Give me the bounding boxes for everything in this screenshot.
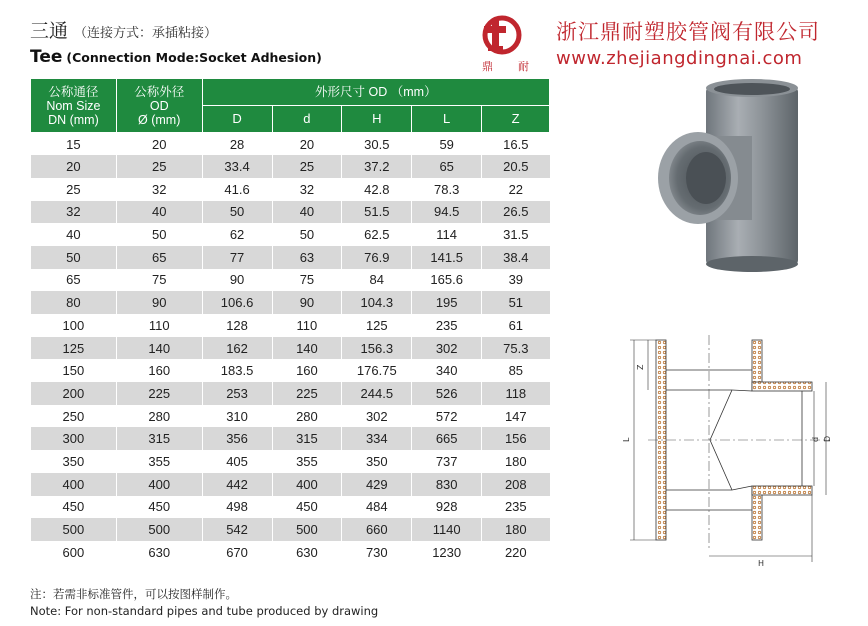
dim-label-l: L: [622, 437, 631, 442]
table-cell: 31.5: [482, 223, 550, 246]
table-cell: 106.6: [202, 291, 272, 314]
table-cell: 670: [202, 541, 272, 564]
table-cell: 300: [31, 427, 117, 450]
table-cell: 156: [482, 427, 550, 450]
dim-label-d-inner: d: [811, 436, 820, 442]
table-cell: 65: [31, 269, 117, 292]
header-nom-size: [31, 79, 117, 133]
table-cell: 405: [202, 450, 272, 473]
table-cell: 500: [272, 518, 342, 541]
header-nom-size-unit: DN (mm): [48, 112, 99, 127]
logo-char-1: 鼎: [482, 60, 493, 73]
table-row: [31, 427, 550, 450]
table-cell: 26.5: [482, 201, 550, 224]
table-cell: 176.75: [342, 359, 412, 382]
header-dimensions-group: 外形尺寸 OD （mm）: [202, 79, 549, 106]
table-cell: 20: [272, 133, 342, 156]
table-cell: 253: [202, 382, 272, 405]
table-cell: 114: [412, 223, 482, 246]
table-cell: 140: [272, 337, 342, 360]
table-cell: 32: [272, 178, 342, 201]
table-cell: 15: [31, 133, 117, 156]
header-nom-size-cn: 公称通径: [48, 84, 99, 99]
table-cell: 25: [31, 178, 117, 201]
table-cell: 140: [116, 337, 202, 360]
table-cell: 75: [272, 269, 342, 292]
table-cell: 78.3: [412, 178, 482, 201]
table-cell: 110: [116, 314, 202, 337]
table-cell: 150: [31, 359, 117, 382]
table-cell: 220: [482, 541, 550, 564]
table-row: [31, 337, 550, 360]
table-row: [31, 359, 550, 382]
table-cell: 162: [202, 337, 272, 360]
table-row: [31, 133, 550, 156]
table-cell: 500: [116, 518, 202, 541]
table-cell: 25: [272, 155, 342, 178]
header-od-cn: 公称外径: [134, 84, 185, 99]
dim-label-h: H: [758, 559, 765, 568]
table-row: [31, 269, 550, 292]
footnote-cn: 注：若需非标准管件，可以按图样制作。: [30, 587, 237, 601]
table-cell: 41.6: [202, 178, 272, 201]
table-row: [31, 178, 550, 201]
table-cell: 110: [272, 314, 342, 337]
table-cell: 195: [412, 291, 482, 314]
table-cell: 85: [482, 359, 550, 382]
table-cell: 665: [412, 427, 482, 450]
table-cell: 484: [342, 496, 412, 519]
table-cell: 400: [116, 473, 202, 496]
tee-technical-drawing: [612, 330, 852, 570]
column-header-d: d: [272, 106, 342, 133]
header-od: [116, 79, 202, 133]
table-cell: 30.5: [342, 133, 412, 156]
table-cell: 180: [482, 518, 550, 541]
table-cell: 450: [31, 496, 117, 519]
header-od-unit: Ø (mm): [138, 112, 181, 127]
table-cell: 498: [202, 496, 272, 519]
table-cell: 94.5: [412, 201, 482, 224]
table-cell: 37.2: [342, 155, 412, 178]
table-cell: 38.4: [482, 246, 550, 269]
table-cell: 156.3: [342, 337, 412, 360]
column-header-h: H: [342, 106, 412, 133]
table-cell: 90: [116, 291, 202, 314]
table-cell: 32: [116, 178, 202, 201]
table-cell: 50: [202, 201, 272, 224]
column-header-z: Z: [482, 106, 550, 133]
table-cell: 310: [202, 405, 272, 428]
table-cell: 340: [412, 359, 482, 382]
table-cell: 280: [116, 405, 202, 428]
table-cell: 355: [272, 450, 342, 473]
table-cell: 315: [272, 427, 342, 450]
table-cell: 128: [202, 314, 272, 337]
title-en-text: Tee: [30, 47, 63, 67]
table-cell: 51.5: [342, 201, 412, 224]
table-cell: 500: [31, 518, 117, 541]
table-cell: 50: [31, 246, 117, 269]
table-cell: 630: [116, 541, 202, 564]
table-row: [31, 518, 550, 541]
table-cell: 400: [272, 473, 342, 496]
table-cell: 84: [342, 269, 412, 292]
table-cell: 125: [31, 337, 117, 360]
table-cell: 33.4: [202, 155, 272, 178]
table-cell: 141.5: [412, 246, 482, 269]
table-cell: 62: [202, 223, 272, 246]
column-header-l: L: [412, 106, 482, 133]
company-name-cn: 浙江鼎耐塑胶管阀有限公司: [556, 20, 820, 44]
table-cell: 400: [31, 473, 117, 496]
table-cell: 600: [31, 541, 117, 564]
table-cell: 28: [202, 133, 272, 156]
page-title-cn: [30, 16, 217, 43]
header-od-en: OD: [149, 98, 169, 113]
table-cell: 50: [272, 223, 342, 246]
table-cell: 572: [412, 405, 482, 428]
table-cell: 225: [116, 382, 202, 405]
table-cell: 183.5: [202, 359, 272, 382]
table-cell: 59: [412, 133, 482, 156]
table-row: [31, 246, 550, 269]
table-cell: 356: [202, 427, 272, 450]
table-cell: 442: [202, 473, 272, 496]
table-cell: 235: [412, 314, 482, 337]
table-cell: 100: [31, 314, 117, 337]
table-cell: 660: [342, 518, 412, 541]
table-cell: 80: [31, 291, 117, 314]
table-cell: 62.5: [342, 223, 412, 246]
table-cell: 450: [272, 496, 342, 519]
table-cell: 20: [31, 155, 117, 178]
connection-mode-cn: （连接方式：承插粘接）: [74, 26, 218, 41]
table-cell: 75: [116, 269, 202, 292]
table-cell: 20.5: [482, 155, 550, 178]
table-cell: 302: [412, 337, 482, 360]
table-cell: 1140: [412, 518, 482, 541]
table-cell: 65: [116, 246, 202, 269]
table-cell: 244.5: [342, 382, 412, 405]
table-cell: 77: [202, 246, 272, 269]
table-cell: 315: [116, 427, 202, 450]
table-cell: 355: [116, 450, 202, 473]
table-cell: 526: [412, 382, 482, 405]
table-row: [31, 223, 550, 246]
table-cell: 830: [412, 473, 482, 496]
table-cell: 250: [31, 405, 117, 428]
table-cell: 302: [342, 405, 412, 428]
table-cell: 32: [31, 201, 117, 224]
dim-label-z: Z: [636, 364, 645, 370]
table-cell: 50: [116, 223, 202, 246]
table-cell: 160: [272, 359, 342, 382]
table-cell: 40: [272, 201, 342, 224]
table-cell: 350: [31, 450, 117, 473]
table-row: [31, 450, 550, 473]
table-cell: 630: [272, 541, 342, 564]
table-cell: 200: [31, 382, 117, 405]
table-cell: 61: [482, 314, 550, 337]
table-cell: 39: [482, 269, 550, 292]
connection-mode-en: (Connection Mode:Socket Adhesion): [66, 50, 322, 65]
table-cell: 104.3: [342, 291, 412, 314]
table-cell: 165.6: [412, 269, 482, 292]
table-row: [31, 382, 550, 405]
table-cell: 429: [342, 473, 412, 496]
header-nom-size-en: Nom Size: [46, 98, 101, 113]
table-cell: 1230: [412, 541, 482, 564]
table-row: [31, 155, 550, 178]
title-cn-text: 三通: [30, 20, 69, 42]
table-cell: 25: [116, 155, 202, 178]
table-row: [31, 496, 550, 519]
table-cell: 51: [482, 291, 550, 314]
table-cell: 450: [116, 496, 202, 519]
table-cell: 160: [116, 359, 202, 382]
table-row: [31, 473, 550, 496]
table-cell: 125: [342, 314, 412, 337]
table-cell: 90: [272, 291, 342, 314]
table-cell: 16.5: [482, 133, 550, 156]
column-header-d-outer: D: [202, 106, 272, 133]
table-cell: 208: [482, 473, 550, 496]
table-cell: 235: [482, 496, 550, 519]
table-row: [31, 541, 550, 564]
table-cell: 42.8: [342, 178, 412, 201]
logo-char-2: 耐: [518, 60, 529, 73]
table-cell: 118: [482, 382, 550, 405]
table-cell: 75.3: [482, 337, 550, 360]
dim-label-d-outer: D: [823, 435, 832, 442]
table-cell: 280: [272, 405, 342, 428]
table-row: [31, 201, 550, 224]
table-cell: 334: [342, 427, 412, 450]
company-website-link[interactable]: www.zhejiangdingnai.com: [556, 48, 803, 69]
table-cell: 40: [116, 201, 202, 224]
company-logo: [478, 12, 540, 74]
footnote: [30, 586, 378, 620]
table-cell: 22: [482, 178, 550, 201]
table-cell: 65: [412, 155, 482, 178]
page-title-en: [30, 47, 322, 67]
table-cell: 76.9: [342, 246, 412, 269]
table-cell: 928: [412, 496, 482, 519]
table-cell: 542: [202, 518, 272, 541]
table-cell: 20: [116, 133, 202, 156]
table-cell: 40: [31, 223, 117, 246]
table-cell: 180: [482, 450, 550, 473]
table-row: [31, 291, 550, 314]
tee-product-photo: [640, 78, 840, 278]
footnote-en: Note: For non-standard pipes and tube produced by drawing: [30, 604, 379, 618]
table-row: [31, 314, 550, 337]
table-cell: 225: [272, 382, 342, 405]
table-cell: 90: [202, 269, 272, 292]
table-row: [31, 405, 550, 428]
table-cell: 737: [412, 450, 482, 473]
table-cell: 147: [482, 405, 550, 428]
table-cell: 350: [342, 450, 412, 473]
table-cell: 63: [272, 246, 342, 269]
dimension-table: [30, 78, 550, 564]
table-cell: 730: [342, 541, 412, 564]
